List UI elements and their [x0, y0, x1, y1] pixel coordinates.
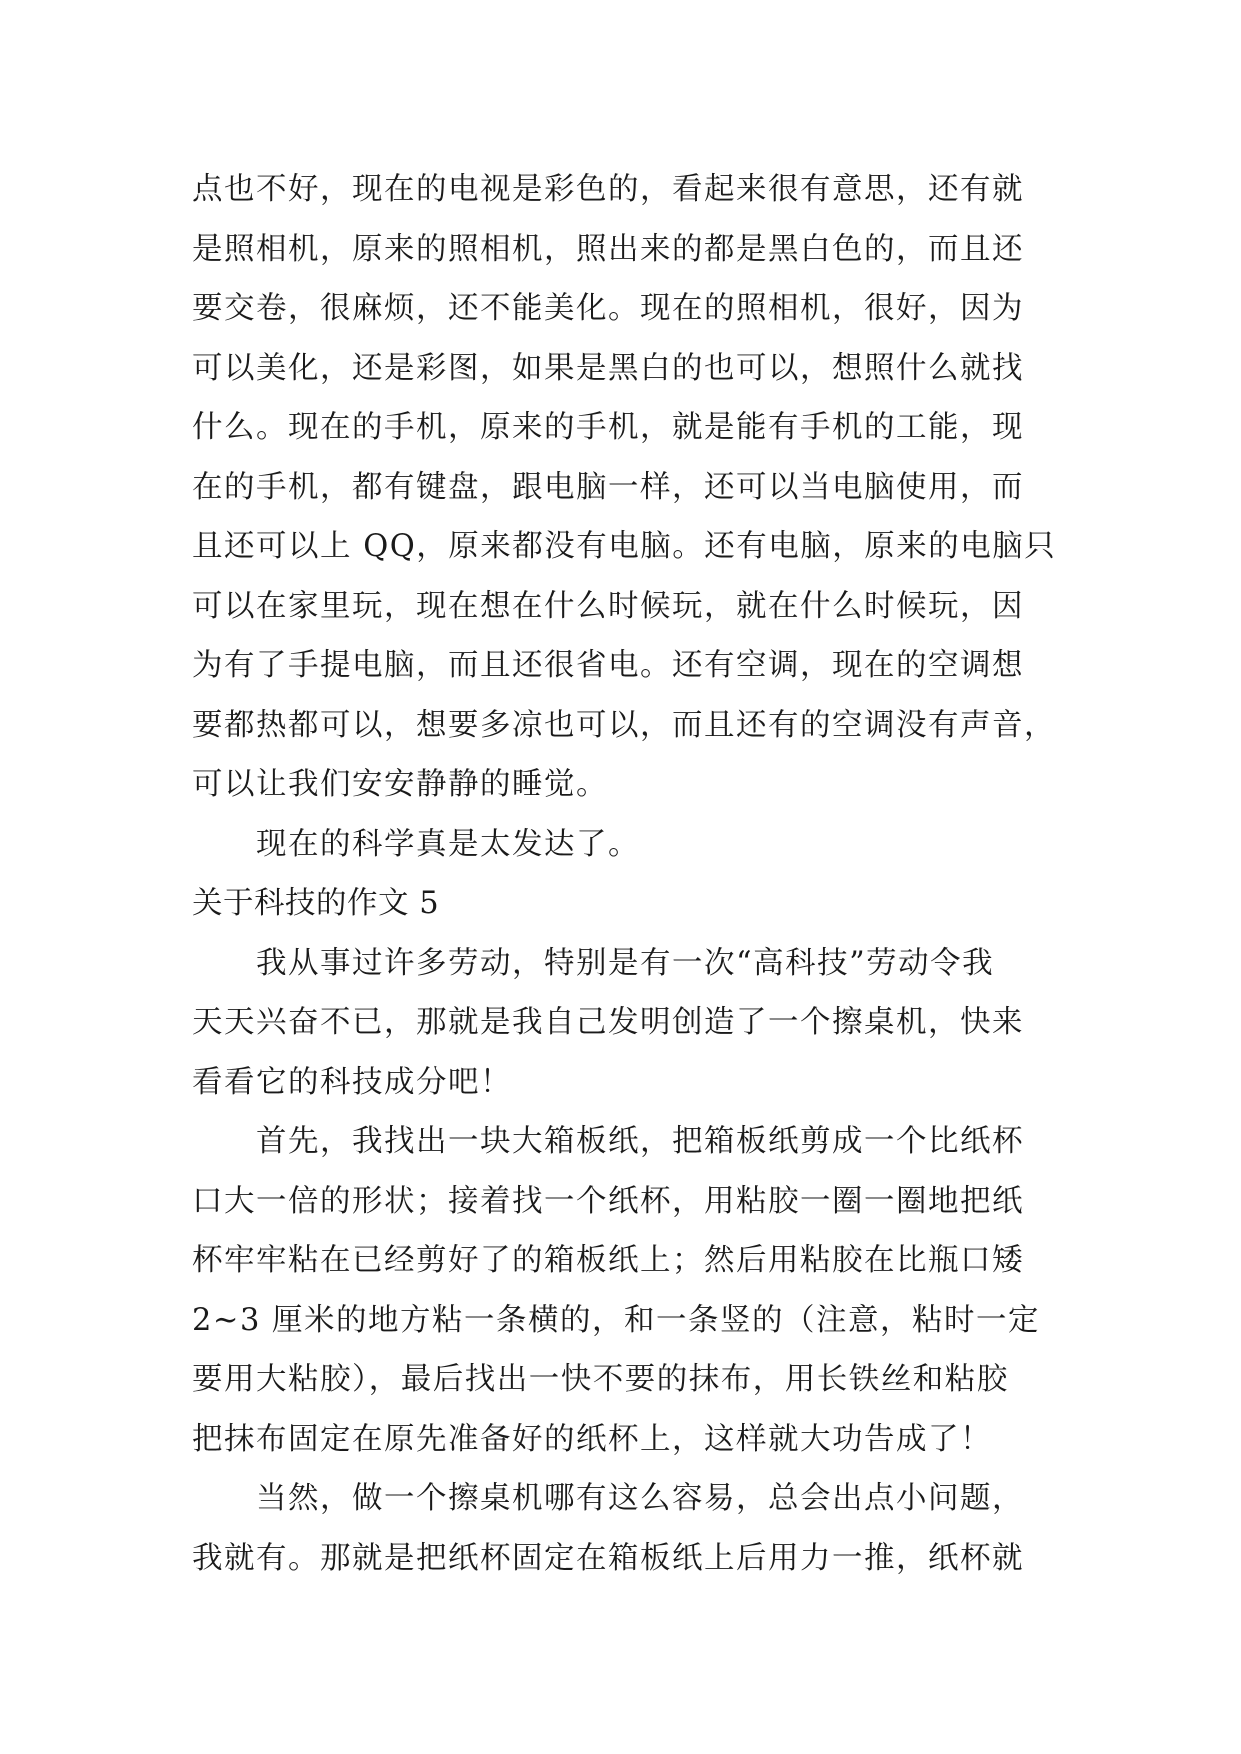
text-line: 是照相机，原来的照相机，照出来的都是黑白色的，而且还 — [192, 231, 1024, 267]
paragraph-3 — [192, 934, 1052, 994]
text-line: 可以让我们安安静静的睡觉。 — [192, 767, 608, 802]
text-line: 要交卷，很麻烦，还不能美化。现在的照相机，很好，因为 — [192, 291, 1024, 326]
text-line: 要用大粘胶），最后找出一快不要的抹布，用长铁丝和粘胶 — [192, 1362, 1009, 1397]
paragraph-4 — [192, 1112, 1052, 1172]
text-line: 可以美化，还是彩图，如果是黑白的也可以，想照什么就找 — [192, 350, 1024, 386]
text-line: 我就有。那就是把纸杯固定在箱板纸上后用力一推，纸杯就 — [192, 1540, 1024, 1576]
text-line: 点也不好，现在的电视是彩色的，看起来很有意思，还有就 — [192, 172, 1024, 207]
text-line: 我从事过许多劳动，特别是有一次“高科技”劳动令我 — [256, 945, 995, 981]
text-line: 什么。现在的手机，原来的手机，就是能有手机的工能，现 — [192, 410, 1024, 445]
document-body — [192, 160, 1057, 1588]
text-line: 可以在家里玩，现在想在什么时候玩，就在什么时候玩，因 — [192, 588, 1024, 624]
paragraph-5 — [192, 1469, 1052, 1529]
text-line: 天天兴奋不已，那就是我自己发明创造了一个擦桌机，快来 — [192, 1005, 1024, 1040]
paragraph-4-continued — [192, 1172, 1052, 1470]
paragraph-3-continued — [192, 993, 1052, 1112]
paragraph-5-continued — [192, 1529, 1052, 1589]
paragraph-2 — [192, 815, 1052, 875]
text-line: 现在的科学真是太发达了。 — [256, 826, 640, 862]
section-heading: 关于科技的作文 5 — [192, 886, 440, 921]
text-line: 在的手机，都有键盘，跟电脑一样，还可以当电脑使用，而 — [192, 469, 1024, 505]
text-line: 杯牢牢粘在已经剪好了的箱板纸上；然后用粘胶在比瓶口矮 — [192, 1243, 1024, 1278]
text-line: 2~3 厘米的地方粘一条横的，和一条竖的（注意，粘时一定 — [192, 1302, 1041, 1338]
text-line: 且还可以上 QQ，原来都没有电脑。还有电脑，原来的电脑只 — [192, 529, 1057, 564]
text-line: 看看它的科技成分吧！ — [192, 1064, 512, 1100]
text-line: 首先，我找出一块大箱板纸，把箱板纸剪成一个比纸杯 — [256, 1124, 1024, 1159]
text-line: 当然，做一个擦桌机哪有这么容易，总会出点小问题， — [256, 1481, 1024, 1516]
text-line: 把抹布固定在原先准备好的纸杯上，这样就大功告成了！ — [192, 1421, 992, 1457]
paragraph-1 — [192, 160, 1057, 815]
text-line: 要都热都可以，想要多凉也可以，而且还有的空调没有声音， — [192, 707, 1056, 743]
text-line: 口大一倍的形状；接着找一个纸杯，用粘胶一圈一圈地把纸 — [192, 1183, 1024, 1219]
text-line: 为有了手提电脑，而且还很省电。还有空调，现在的空调想 — [192, 648, 1024, 683]
